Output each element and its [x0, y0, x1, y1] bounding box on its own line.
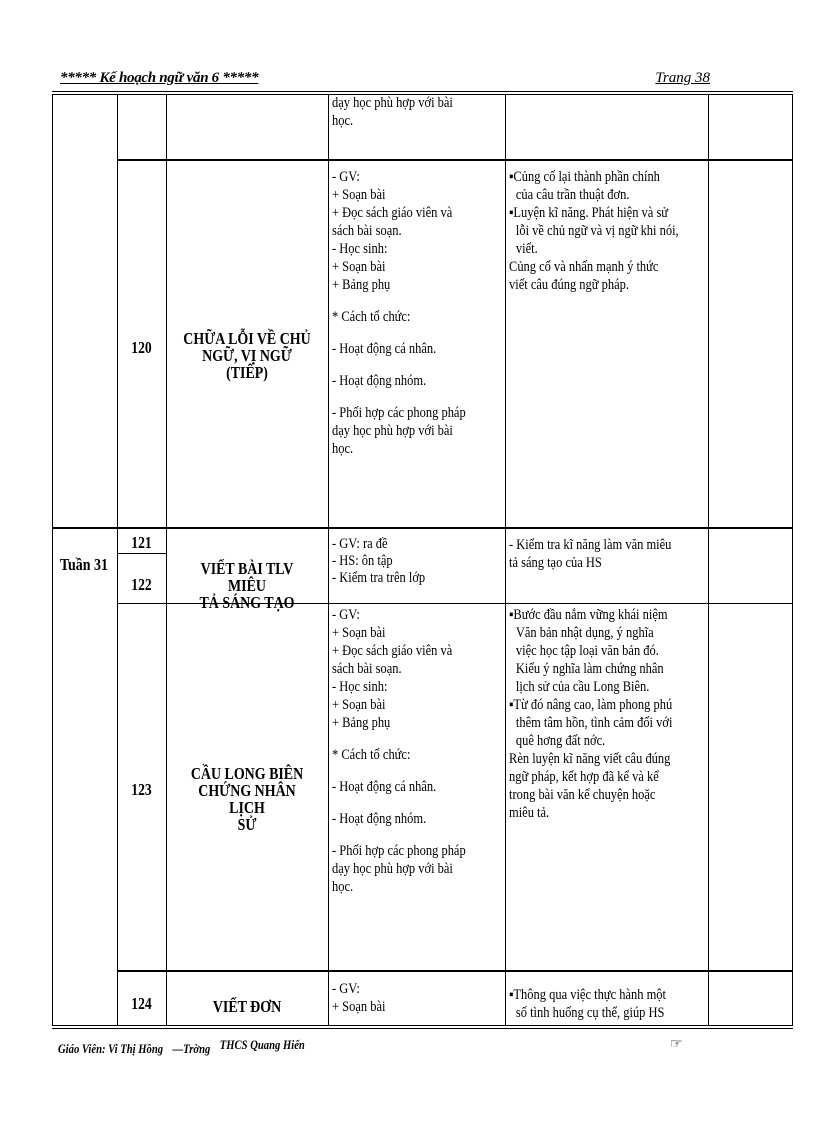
method-line: + Bảng phụ — [332, 715, 391, 731]
method-line: - Phối hợp các phong pháp — [332, 405, 466, 421]
lesson-number-124: 124 — [131, 994, 152, 1013]
col-divider-1 — [117, 94, 118, 1026]
objective-line: ngữ pháp, kết hợp đã kể và kể — [509, 769, 659, 785]
table-border-bottom — [52, 1025, 793, 1026]
row3-methods — [332, 606, 466, 896]
method-line: - Hoạt động nhóm. — [332, 373, 427, 389]
row-line-4b — [117, 971, 792, 972]
page-number: Trang 38 — [655, 70, 710, 86]
objective-line: Rèn luyện kĩ năng viết câu đúng — [509, 751, 671, 767]
row2-methods — [332, 536, 425, 587]
lesson-number-120: 120 — [131, 338, 152, 357]
method-line: + Bảng phụ — [332, 277, 391, 293]
header-title: ***** Kế hoạch ngữ văn 6 ***** — [60, 70, 259, 86]
objective-line: việc học tập loại văn bản đó. — [515, 643, 659, 659]
method-line: - Phối hợp các phong pháp — [332, 843, 466, 859]
title-line: SỬ — [237, 815, 257, 834]
objective-line: tả sáng tạo của HS — [509, 555, 602, 571]
method-line: + Đọc sách giáo viên và — [332, 643, 453, 659]
bullet-icon: ▪ — [509, 607, 514, 623]
objective-line: Củng cố và nhấn mạnh ý thức — [509, 259, 659, 275]
lesson-number-122: 122 — [131, 575, 152, 594]
method-line: - Học sinh: — [332, 241, 388, 257]
table-border-left — [52, 94, 53, 1026]
method-line: dạy học phù hợp với bài — [332, 423, 453, 439]
row3-objectives — [509, 606, 672, 822]
row-line-2b — [52, 528, 792, 529]
row-line-split — [117, 553, 166, 554]
pen-icon: ☞ — [670, 1037, 683, 1052]
header-rule-1 — [52, 91, 793, 92]
footer-teacher: Giáo Viên: Vi Thị Hồng — [58, 1042, 164, 1056]
method-line: - Hoạt động cá nhân. — [332, 341, 437, 357]
objective-line: viết câu đúng ngữ pháp. — [509, 277, 630, 293]
row0-methods — [332, 94, 453, 130]
table-border-bottom-2 — [52, 1028, 793, 1029]
objective-line: miêu tả. — [509, 805, 550, 821]
method-line: học. — [332, 441, 354, 457]
objective-line: ▪Luyện kĩ năng. Phát hiện và sử — [509, 205, 669, 221]
lesson-number-121: 121 — [131, 533, 152, 552]
method-line: dạy học phù hợp với bài — [332, 95, 453, 111]
method-line: * Cách tổ chức: — [332, 309, 411, 325]
objective-line: thêm tâm hồn, tình cảm đối với — [515, 715, 673, 731]
row-line-1b — [117, 160, 792, 161]
objective-line: viết. — [515, 241, 538, 257]
objective-line: ▪Bước đầu nắm vững khái niệm — [509, 607, 668, 623]
title-line: NGỮ, VỊ NGỮ (TIẾP) — [202, 346, 292, 382]
method-line: - Kiểm tra trên lớp — [332, 570, 426, 586]
row4-objectives — [509, 986, 666, 1022]
title-line: CẦU LONG BIÊN — [190, 764, 304, 783]
title-line: VIẾT BÀI TLV MIÊU — [200, 559, 294, 595]
objective-line: lịch sử của cầu Long Biên. — [515, 679, 650, 695]
method-line: - HS: ôn tập — [332, 553, 393, 569]
col-divider-4 — [505, 94, 506, 1026]
objective-line: lỗi về chủ ngữ và vị ngữ khi nói, — [515, 223, 679, 239]
lesson-title-120 — [181, 330, 314, 381]
col-divider-5 — [708, 94, 709, 1026]
method-line: - GV: — [332, 981, 360, 997]
footer-school: THCS Quang Hiến — [219, 1038, 305, 1052]
objective-line: ▪Từ đó nâng cao, làm phong phú — [509, 697, 673, 713]
bullet-icon: ▪ — [509, 697, 514, 713]
objective-line: trong bài văn kể chuyện hoặc — [509, 787, 656, 803]
method-line: - Hoạt động cá nhân. — [332, 779, 437, 795]
row2-objectives — [509, 536, 671, 572]
title-line: CHỨNG NHÂN LỊCH — [198, 781, 296, 817]
bullet-icon: ▪ — [509, 205, 514, 221]
objective-line: ▪Thông qua việc thực hành một — [509, 987, 666, 1003]
week-label: Tuần 31 — [60, 555, 108, 574]
objective-line: - Kiểm tra kĩ năng làm văn miêu — [509, 537, 672, 553]
method-line: * Cách tổ chức: — [332, 747, 411, 763]
title-line: TẢ SÁNG TẠO — [199, 593, 295, 612]
method-line: học. — [332, 879, 354, 895]
method-line: - GV: ra đề — [332, 536, 388, 552]
objective-line: của câu trần thuật đơn. — [515, 187, 630, 203]
bullet-icon: ▪ — [509, 169, 514, 185]
method-line: - GV: — [332, 169, 360, 185]
title-line: CHỮA LỖI VỀ CHỦ — [183, 329, 311, 348]
method-line: + Soạn bài — [332, 999, 386, 1015]
table-border-right — [792, 94, 793, 1026]
lesson-number-123: 123 — [131, 780, 152, 799]
method-line: + Soạn bài — [332, 697, 386, 713]
objective-line: ▪Củng cố lại thành phần chính — [509, 169, 660, 185]
method-line: + Soạn bài — [332, 625, 386, 641]
objective-line: quê hơng đất nớc. — [515, 733, 606, 749]
method-line: - Học sinh: — [332, 679, 388, 695]
method-line: dạy học phù hợp với bài — [332, 861, 453, 877]
lesson-title-121 — [181, 560, 314, 611]
method-line: - Hoạt động nhóm. — [332, 811, 427, 827]
method-line: sách bài soạn. — [332, 223, 402, 239]
footer — [58, 1038, 312, 1057]
bullet-icon: ▪ — [509, 987, 514, 1003]
lesson-title-123 — [181, 765, 314, 833]
row1-objectives — [509, 168, 679, 294]
row4-methods — [332, 980, 385, 1016]
col-divider-3 — [328, 94, 329, 1026]
method-line: + Đọc sách giáo viên và — [332, 205, 453, 221]
title-line: VIẾT ĐƠN — [212, 997, 282, 1016]
method-line: + Soạn bài — [332, 259, 386, 275]
row1-methods — [332, 168, 466, 458]
objective-line: Văn bản nhật dụng, ý nghĩa — [515, 625, 654, 641]
footer-school-prefix: —Trờng — [172, 1042, 211, 1056]
lesson-title-124 — [181, 998, 314, 1015]
objective-line: số tình huống cụ thể, giúp HS — [515, 1005, 665, 1021]
method-line: + Soạn bài — [332, 187, 386, 203]
method-line: - GV: — [332, 607, 360, 623]
method-line: sách bài soạn. — [332, 661, 402, 677]
objective-line: Kiểu ý nghĩa làm chứng nhân — [515, 661, 664, 677]
method-line: học. — [332, 113, 354, 129]
col-divider-2 — [166, 94, 167, 1026]
